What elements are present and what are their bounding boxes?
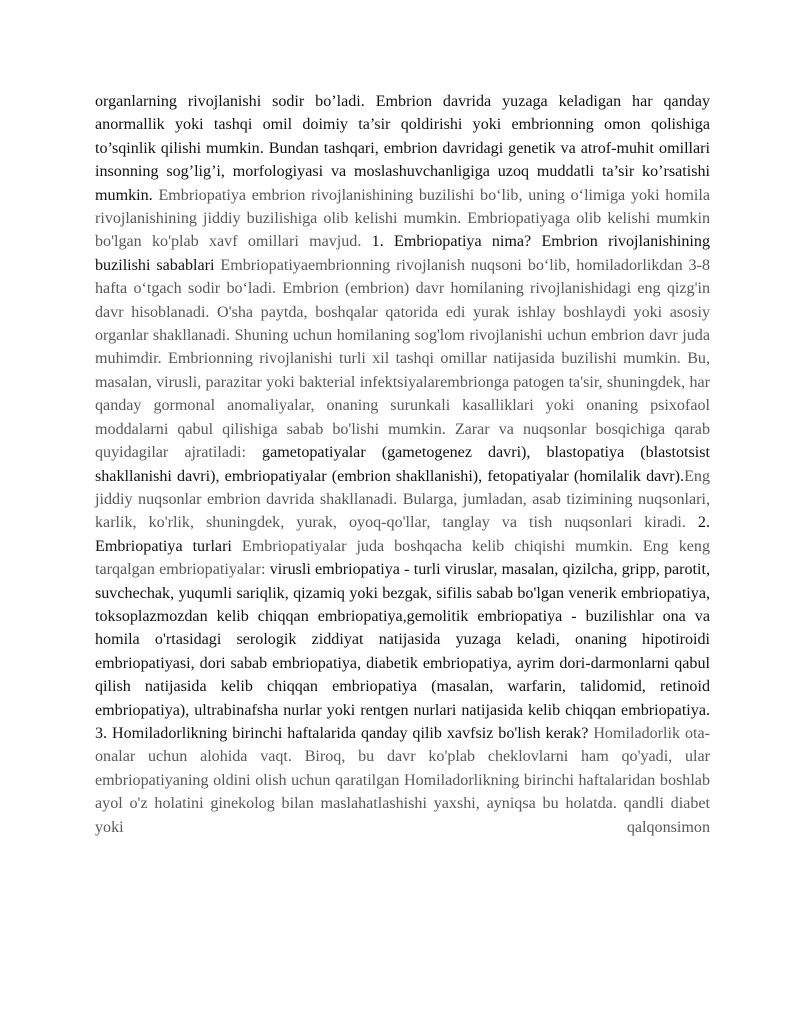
text-run: Eng jiddiy nuqsonlar embrion davrida shakllanadi. Bularga, jumladan, asab tizimining nuqsonlari, karlik, ko'rlik, shuningdek, yurak, oyoq-qo'llar, tanglay va tish nuqsonlari kiradi. [95,467,710,532]
section-heading-1: 1. Embriopatiya nima? Embrion rivojlanishining buzilishi sabablari [95,233,711,274]
body-paragraph [95,90,710,839]
text-run: organlarning rivojlanishi sodir bo’ladi. Embrion davrida yuzaga keladigan har qanday anormallik yoki tashqi omil doimiy ta’sir qoldirishi yoki embrionning omon qolishiga to’sqinlik qilishi mumkin. Bundan tashqari, embrion davridagi genetik va atrof-muhit omillari insonning sog’lig’i, morfologiyasi va moslashuvchanligiga uzoq muddatli ta’sir ko’rsatishi mumkin. [95,93,710,204]
document-page [95,90,710,839]
text-run: Embriopatiyalar juda boshqacha kelib chiqishi mumkin. Eng keng tarqalgan embriopatiyalar: [95,537,711,579]
text-run: Homiladorlik ota-onalar uchun alohida vaqt. Biroq, bu davr ko'plab cheklovlarni ham qo'yadi, ular embriopatiyaning oldini olish uchun qaratilgan Homiladorlikning birinchi haftalaridan boshlab ayol o'z holatini ginekolog bilan maslahatlashishi yaxshi, ayniqsa bu holatda. qandli diabet yoki qalqonsimon [95,724,710,836]
section-heading-2: 2. Embriopatiya turlari [95,514,710,555]
text-run: gametopatiyalar (gametogenez davri), blastopatiya (blastotsist shakllanishi davri), embriopatiyalar (embrion shakllanishi), fetopatiyalar (homilalik davr). [95,444,710,485]
text-run: Embriopatiyaembrionning rivojlanish nuqsoni bo‘lib, homiladorlikdan 3-8 hafta o‘tgach sodir bo‘ladi. Embrion (embrion) davr homilaning rivojlanishidagi eng qizg'in davr hisoblanadi. O'sha paytda, boshqalar qatorida edi yurak ishlay boshlaydi yoki asosiy organlar shakllanadi. Shuning uchun homilaning sog'lom rivojlanishi uchun embrion davr juda muhimdir. Embrionning rivojlanishi turli xil tashqi omillar natijasida buzilishi mumkin. Bu, masalan, virusli, parazitar yoki bakterial infektsiyalarembrionga patogen ta'sir, shuningdek, har qanday gormonal anomaliyalar, onaning surunkali kasalliklari yoki onaning psixofaol moddalarni qabul qilishiga sabab bo'lishi mumkin. Zarar va nuqsonlar bosqichiga qarab quyidagilar ajratiladi: [95,256,710,462]
text-run: Embriopatiya embrion rivojlanishining buzilishi bo‘lib, uning o‘limiga yoki homila rivojlanishining jiddiy buzilishiga olib kelishi mumkin. Embriopatiyaga olib kelishi mumkin bo'lgan ko'plab xavf omillari mavjud. [95,186,711,251]
text-run: virusli embriopatiya - turli viruslar, masalan, qizilcha, gripp, parotit, suvchechak, yuqumli sariqlik, qizamiq yoki bezgak, sifilis sabab bo'lgan venerik embriopatiya, toksoplazmozdan kelib chiqqan embriopatiya,gemolitik embriopatiya - buzilishlar ona va homila o'rtasidagi serologik ziddiyat natijasida yuzaga keladi, onaning hipotiroidi embriopatiyasi, dori sabab embriopatiya, diabetik embriopatiya, ayrim dori-darmonlarni qabul qilish natijasida kelib chiqqan embriopatiya (masalan, warfarin, talidomid, retinoid embriopatiya), ultrabinafsha nurlar yoki rentgen nurlari natijasida kelib chiqqan embriopatiya. 3. Homiladorlikning birinchi haftalarida qanday qilib xavfsiz bo'lish kerak? [95,561,710,742]
